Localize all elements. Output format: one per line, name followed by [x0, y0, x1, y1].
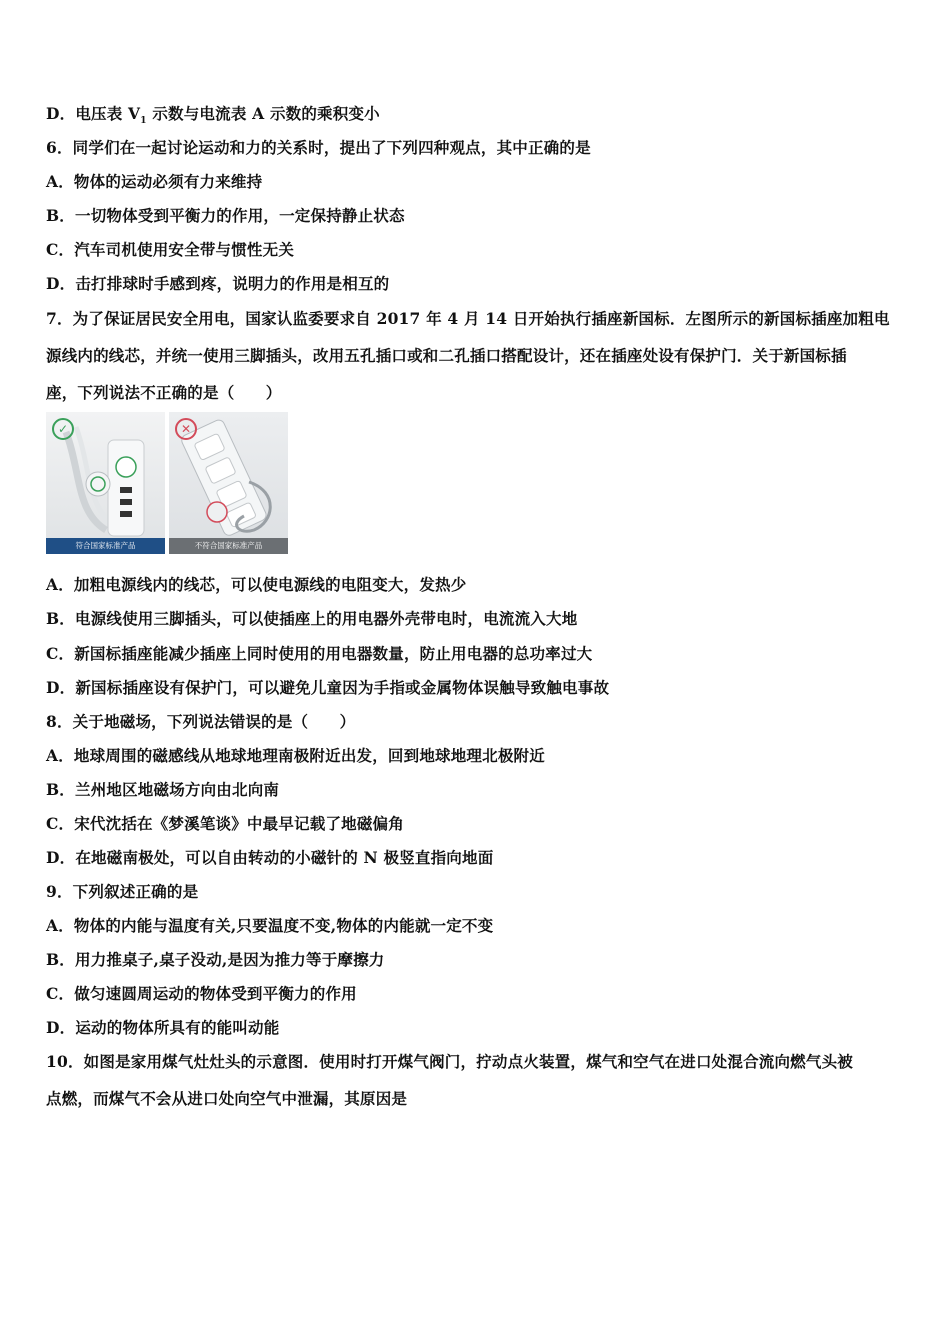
- option-8d: D．在地磁南极处，可以自由转动的小磁针的 N 极竖直指向地面: [46, 848, 494, 867]
- option-7b: B．电源线使用三脚插头，可以使插座上的用电器外壳带电时，电流流入大地: [46, 609, 578, 628]
- compliant-socket-image: [46, 412, 165, 554]
- compliant-caption: 符合国家标准产品: [46, 538, 165, 554]
- option-7d: D．新国标插座设有保护门，可以避免儿童因为手指或金属物体误触导致触电事故: [46, 678, 610, 697]
- question-7-line3: 座，下列说法不正确的是（ ）: [46, 383, 282, 402]
- line-0: [46, 102, 380, 126]
- option-8b: B．兰州地区地磁场方向由北向南: [46, 780, 280, 799]
- cross-icon: ✕: [175, 418, 197, 440]
- question-8: 8．关于地磁场，下列说法错误的是（ ）: [46, 712, 356, 731]
- line-0-text: D．电压表 V: [46, 104, 141, 123]
- socket-figure: [46, 412, 288, 554]
- option-8c: C．宋代沈括在《梦溪笔谈》中最早记载了地磁偏角: [46, 814, 404, 833]
- option-6d: D．击打排球时手感到疼，说明力的作用是相互的: [46, 274, 390, 293]
- question-10-line1: 10．如图是家用煤气灶灶头的示意图．使用时打开煤气阀门，拧动点火装置，煤气和空气在进口处混合流向燃气头被: [46, 1052, 853, 1071]
- option-6a: A．物体的运动必须有力来维持: [46, 172, 263, 191]
- option-9d: D．运动的物体所具有的能叫动能: [46, 1018, 280, 1037]
- question-9: 9．下列叙述正确的是: [46, 882, 199, 901]
- check-icon: ✓: [52, 418, 74, 440]
- line-0-rest: 示数与电流表 A 示数的乘积变小: [146, 104, 380, 123]
- noncompliant-caption: 不符合国家标准产品: [169, 538, 288, 554]
- question-7-line1: 7．为了保证居民安全用电，国家认监委要求自 2017 年 4 月 14 日开始执行插座新国标．左图所示的新国标插座加粗电: [46, 309, 890, 328]
- option-9a: A．物体的内能与温度有关,只要温度不变,物体的内能就一定不变: [46, 916, 494, 935]
- noncompliant-socket-image: [169, 412, 288, 554]
- option-6c: C．汽车司机使用安全带与惯性无关: [46, 240, 295, 259]
- question-10-line2: 点燃，而煤气不会从进口处向空气中泄漏，其原因是: [46, 1089, 408, 1108]
- option-6b: B．一切物体受到平衡力的作用，一定保持静止状态: [46, 206, 405, 225]
- option-9c: C．做匀速圆周运动的物体受到平衡力的作用: [46, 984, 357, 1003]
- option-7a: A．加粗电源线内的线芯，可以使电源线的电阻变大，发热少: [46, 575, 467, 594]
- line-0-sub: 1: [140, 116, 147, 127]
- question-6: 6．同学们在一起讨论运动和力的关系时，提出了下列四种观点，其中正确的是: [46, 138, 591, 157]
- option-8a: A．地球周围的磁感线从地球地理南极附近出发，回到地球地理北极附近: [46, 746, 545, 765]
- question-7-line2: 源线内的线芯，并统一使用三脚插头，改用五孔插口或和二孔插口搭配设计，还在插座处设有保护门．关于新国标插: [46, 346, 847, 365]
- option-7c: C．新国标插座能减少插座上同时使用的用电器数量，防止用电器的总功率过大: [46, 644, 593, 663]
- option-9b: B．用力推桌子,桌子没动,是因为推力等于摩擦力: [46, 950, 385, 969]
